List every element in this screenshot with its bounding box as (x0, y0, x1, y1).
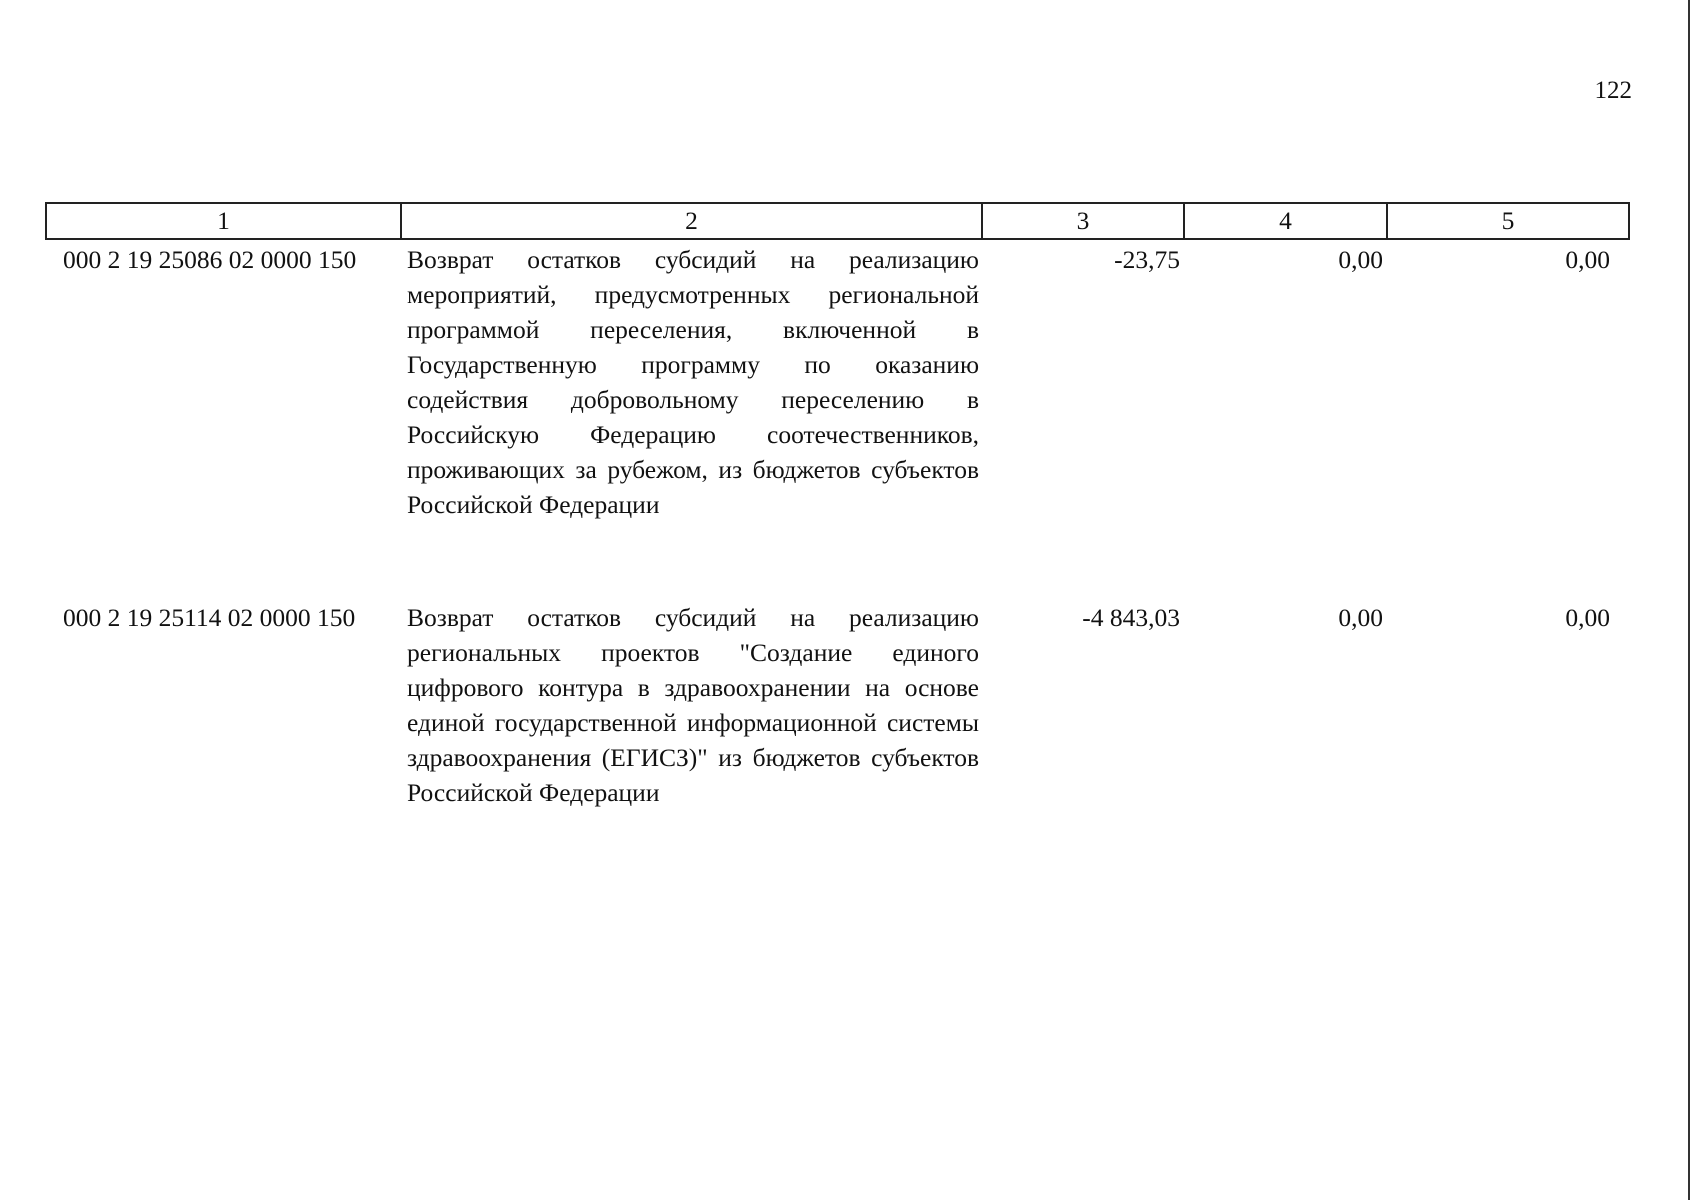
column-header-1: 1 (46, 203, 401, 239)
amount-col3-cell: -23,75 (1114, 245, 1180, 274)
table-header-row (46, 203, 1629, 239)
table-row (46, 600, 1629, 810)
amount-col5-cell: 0,00 (1565, 245, 1610, 274)
amount-col5-cell: 0,00 (1565, 603, 1610, 632)
column-header-2: 2 (401, 203, 982, 239)
budget-code-cell: 000 2 19 25114 02 0000 150 (63, 603, 356, 632)
column-header-3: 3 (982, 203, 1184, 239)
column-header-5: 5 (1387, 203, 1629, 239)
page-edge-line (1688, 0, 1690, 1200)
amount-col4-cell: 0,00 (1338, 603, 1383, 632)
page-number: 122 (1594, 77, 1632, 104)
income-name-cell: Возврат остатков субсидий на реализацию региональных проектов "Создание единого цифрового контура в здравоохранении на основе единой государственной информационной системы здравоохранения (ЕГИСЗ)" из бюджетов субъектов Российской Федерации (407, 603, 979, 807)
income-name-cell: Возврат остатков субсидий на реализацию мероприятий, предусмотренных региональной программой переселения, включенной в Государственную программу по оказанию содействия добровольному переселению в Российскую Федерацию соотечественников, проживающих за рубежом, из бюджетов субъектов Российской Федерации (407, 245, 979, 519)
budget-table (45, 202, 1630, 810)
amount-col3-cell: -4 843,03 (1082, 603, 1180, 632)
budget-code-cell: 000 2 19 25086 02 0000 150 (63, 245, 357, 274)
column-header-4: 4 (1184, 203, 1387, 239)
amount-col4-cell: 0,00 (1338, 245, 1383, 274)
table-row (46, 239, 1629, 600)
